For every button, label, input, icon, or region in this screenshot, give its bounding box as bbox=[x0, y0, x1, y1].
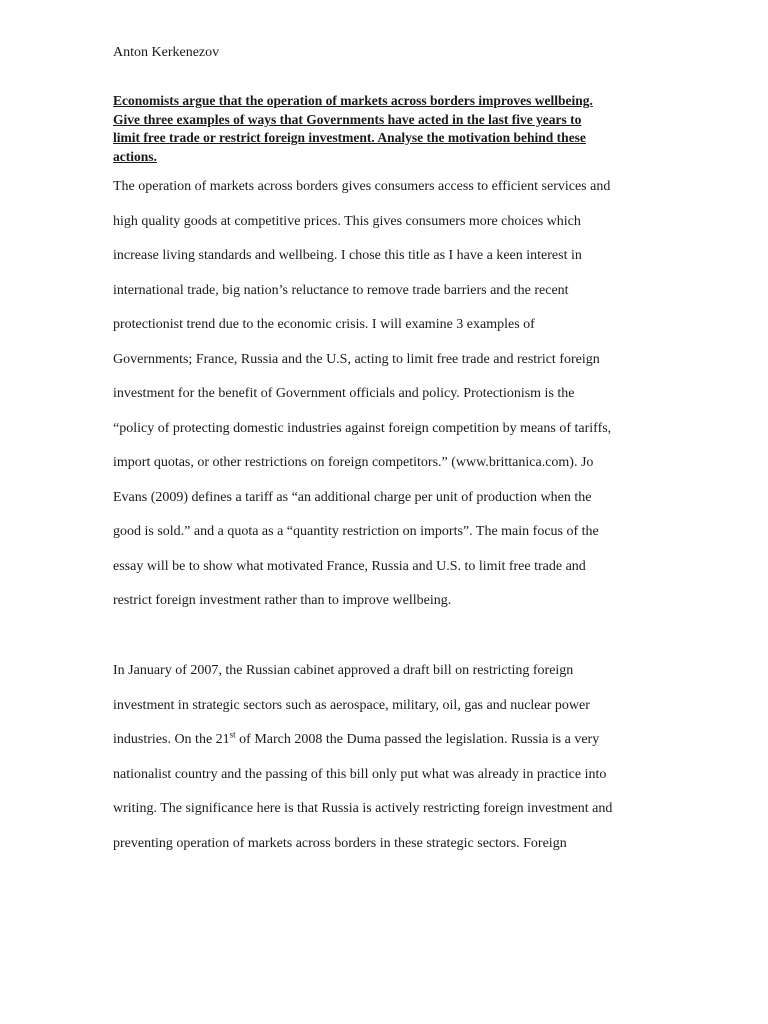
title-line: actions. bbox=[113, 148, 157, 164]
text-line: nationalist country and the passing of this bill only put what was already in practice into bbox=[113, 766, 607, 782]
russia-paragraph bbox=[113, 662, 673, 869]
text-line: import quotas, or other restrictions on foreign competitors.” (www.brittanica.com). Jo bbox=[113, 455, 594, 470]
text-line: essay will be to show what motivated France, Russia and U.S. to limit free trade and bbox=[113, 558, 586, 574]
author-name: Anton Kerkenezov bbox=[113, 45, 220, 60]
text-line: international trade, big nation’s reluctance to remove trade barriers and the recent bbox=[113, 282, 569, 298]
text-line: Governments; France, Russia and the U.S, acting to limit free trade and restrict foreign bbox=[113, 351, 600, 367]
text-line: investment in strategic sectors such as aerospace, military, oil, gas and nuclear power bbox=[113, 697, 590, 713]
text-line: writing. The significance here is that Russia is actively restricting foreign investment and bbox=[113, 801, 613, 816]
intro-paragraph bbox=[113, 178, 673, 627]
title-line: limit free trade or restrict foreign investment. Analyse the motivation behind these bbox=[113, 130, 586, 145]
text-line: In January of 2007, the Russian cabinet approved a draft bill on restricting foreign bbox=[113, 663, 574, 678]
text-line: good is sold.” and a quota as a “quantity restriction on imports”. The main focus of the bbox=[113, 524, 599, 539]
essay-title bbox=[113, 92, 658, 166]
ordinal-suffix: st bbox=[229, 729, 236, 740]
text-line: restrict foreign investment rather than to improve wellbeing. bbox=[113, 593, 452, 608]
text-line: increase living standards and wellbeing. I chose this title as I have a keen interest in bbox=[113, 248, 582, 263]
text-line: investment for the benefit of Government officials and policy. Protectionism is the bbox=[113, 386, 575, 401]
text-segment: of March 2008 the Duma passed the legislation. Russia is a very bbox=[235, 732, 600, 747]
text-line: protectionist trend due to the economic crisis. I will examine 3 examples of bbox=[113, 317, 535, 332]
text-line: Evans (2009) defines a tariff as “an additional charge per unit of production when the bbox=[113, 489, 592, 505]
text-line bbox=[113, 731, 673, 766]
text-line: preventing operation of markets across borders in these strategic sectors. Foreign bbox=[113, 835, 567, 851]
text-line: “policy of protecting domestic industries against foreign competition by means of tariffs, bbox=[113, 420, 612, 436]
title-line: Economists argue that the operation of markets across borders improves wellbeing. bbox=[113, 93, 593, 108]
text-segment: industries. On the 21 bbox=[113, 732, 230, 747]
title-line: Give three examples of ways that Governments have acted in the last five years to bbox=[113, 111, 582, 127]
text-line: The operation of markets across borders gives consumers access to efficient services and bbox=[113, 179, 611, 194]
text-line: high quality goods at competitive prices. This gives consumers more choices which bbox=[113, 213, 581, 229]
